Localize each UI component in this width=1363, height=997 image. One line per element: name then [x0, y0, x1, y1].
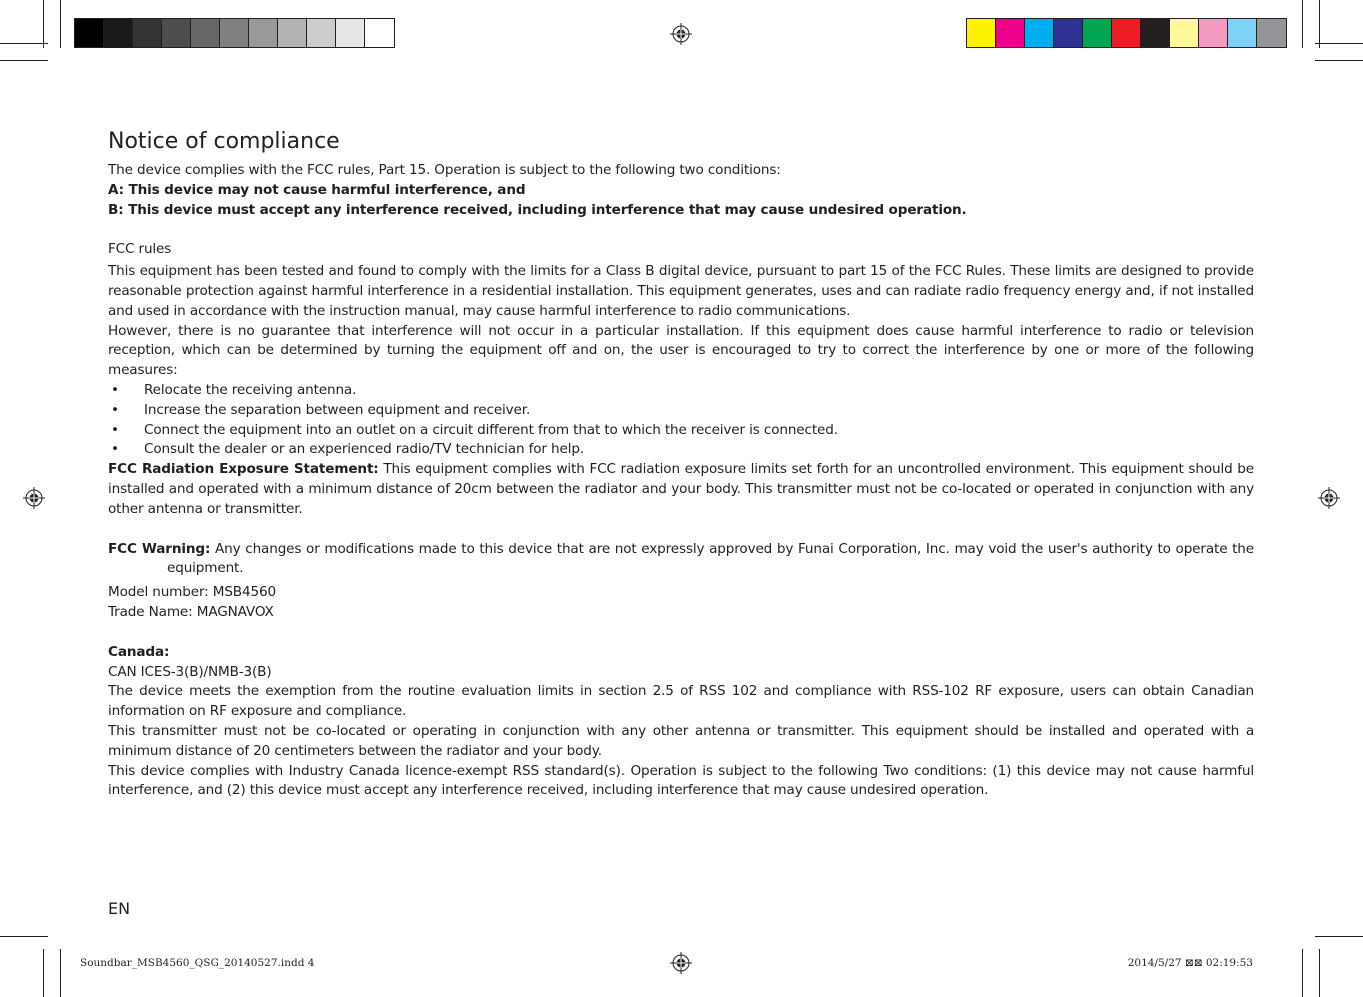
slug-filename: Soundbar_MSB4560_QSG_20140527.indd 4	[80, 957, 315, 969]
registration-mark-icon	[23, 487, 45, 509]
intro-text: The device complies with the FCC rules, Part 15. Operation is subject to the following two conditions:	[108, 162, 781, 178]
color-swatch	[104, 19, 133, 47]
color-swatch	[1141, 19, 1170, 47]
canada-heading: Canada:	[108, 643, 170, 660]
radiation-text: This equipment complies with FCC radiation exposure limits set forth for an uncontrolled environment. This equipment should be installed and operated with a minimum distance of 20cm between the radiator and your body. This transmitter must not be co-located or operated in conjunction with any other antenna or transmitter.	[108, 461, 1254, 517]
canada-para-2: This transmitter must not be co-located or operating in conjunction with any other antenna or transmitter. This equipment should be installed and operated with a minimum distance of 20 centimeters between the radiator and your body.	[108, 722, 1254, 759]
registration-mark-icon	[670, 952, 692, 974]
color-swatch	[1025, 19, 1054, 47]
canada-para-1: The device meets the exemption from the routine evaluation limits in section 2.5 of RSS 102 and compliance with RSS-102 RF exposure, users can obtain Canadian information on RF exposure and compliance.	[108, 683, 1254, 720]
bullet-icon: •	[111, 401, 119, 418]
color-swatch	[133, 19, 162, 47]
crop-mark-tr-v	[1319, 0, 1320, 48]
fcc-rules-para-1: This equipment has been tested and found to comply with the limits for a Class B digital device, pursuant to part 15 of the FCC Rules. These limits are designed to provide reasonable protection against harmful interference in a residential installation. This equipment generates, uses and can radiate radio frequency energy and, if not installed and used in accordance with the instruction manual, may cause harmful interference to radio communications.	[108, 263, 1254, 319]
fcc-rules-para-2: However, there is no guarantee that interference will not occur in a particular installation. If this equipment does cause harmful interference to radio or television reception, which can be determined by turning the equipment off and on, the user is encouraged to try to correct the interference by one or more of the following measures:	[108, 322, 1254, 379]
color-swatch-bar	[966, 18, 1287, 48]
color-swatch	[1054, 19, 1083, 47]
radiation-statement	[108, 460, 1254, 519]
color-swatch	[75, 19, 104, 47]
crop-mark-bl-v2	[60, 949, 61, 997]
color-swatch	[307, 19, 336, 47]
color-swatch	[249, 19, 278, 47]
crop-mark-bl-h	[0, 936, 48, 937]
warning-label: FCC Warning:	[108, 540, 211, 557]
color-swatch	[191, 19, 220, 47]
fcc-warning	[108, 540, 1254, 580]
bullet-icon: •	[111, 381, 119, 398]
crop-mark-tl-v2	[60, 0, 61, 48]
fcc-rules-heading: FCC rules	[108, 241, 172, 258]
crop-mark-tl-h	[0, 43, 48, 44]
list-item: • Increase the separation between equipment and receiver.	[108, 401, 1254, 421]
warning-text: Any changes or modifications made to this device that are not expressly approved by Funai Corporation, Inc. may void the user's authority to operate the equipment.	[167, 540, 1254, 577]
color-swatch	[1083, 19, 1112, 47]
grayscale-swatch-bar	[74, 18, 395, 48]
color-swatch	[1228, 19, 1257, 47]
measures-list	[108, 381, 1254, 460]
model-number: Model number: MSB4560	[108, 584, 276, 601]
color-swatch	[365, 19, 394, 47]
condition-a: A: This device may not cause harmful interference, and	[108, 181, 526, 198]
color-swatch	[1199, 19, 1228, 47]
compliance-notice	[108, 128, 1254, 801]
color-swatch	[336, 19, 365, 47]
registration-mark-icon	[1318, 487, 1340, 509]
list-item: • Connect the equipment into an outlet on a circuit different from that to which the receiver is connected.	[108, 421, 1254, 441]
crop-mark-tr-h2	[1315, 60, 1363, 61]
crop-mark-br-v	[1319, 949, 1320, 997]
trade-name: Trade Name: MAGNAVOX	[108, 603, 274, 620]
crop-mark-tr-v2	[1302, 0, 1303, 48]
color-swatch	[1112, 19, 1141, 47]
bullet-icon: •	[111, 421, 119, 438]
list-item: • Relocate the receiving antenna.	[108, 381, 1254, 401]
condition-b: B: This device must accept any interference received, including interference that may cause undesired operation.	[108, 201, 967, 218]
crop-mark-tl-h2	[0, 60, 48, 61]
color-swatch	[278, 19, 307, 47]
crop-mark-tl-v	[43, 0, 44, 48]
color-swatch	[996, 19, 1025, 47]
registration-mark-icon	[670, 23, 692, 45]
slug-timestamp: 2014/5/27 ⊠⊠ 02:19:53	[1127, 957, 1253, 969]
color-swatch	[967, 19, 996, 47]
crop-mark-br-h	[1315, 936, 1363, 937]
list-item: • Consult the dealer or an experienced radio/TV technician for help.	[108, 440, 1254, 460]
color-swatch	[220, 19, 249, 47]
crop-mark-bl-v	[43, 949, 44, 997]
color-swatch	[162, 19, 191, 47]
page-language-label: EN	[108, 899, 131, 918]
page-title: Notice of compliance	[108, 129, 340, 154]
color-swatch	[1170, 19, 1199, 47]
color-swatch	[1257, 19, 1286, 47]
canada-para-3: This device complies with Industry Canada licence-exempt RSS standard(s). Operation is subject to the following Two conditions: (1) this device may not cause harmful interference, and (2) this device must accept any interference received, including interference that may cause undesired operation.	[108, 762, 1254, 799]
bullet-icon: •	[111, 441, 119, 458]
crop-mark-tr-h	[1315, 43, 1363, 44]
radiation-label: FCC Radiation Exposure Statement:	[108, 461, 379, 478]
canada-code: CAN ICES-3(B)/NMB-3(B)	[108, 663, 272, 680]
crop-mark-br-v2	[1302, 949, 1303, 997]
